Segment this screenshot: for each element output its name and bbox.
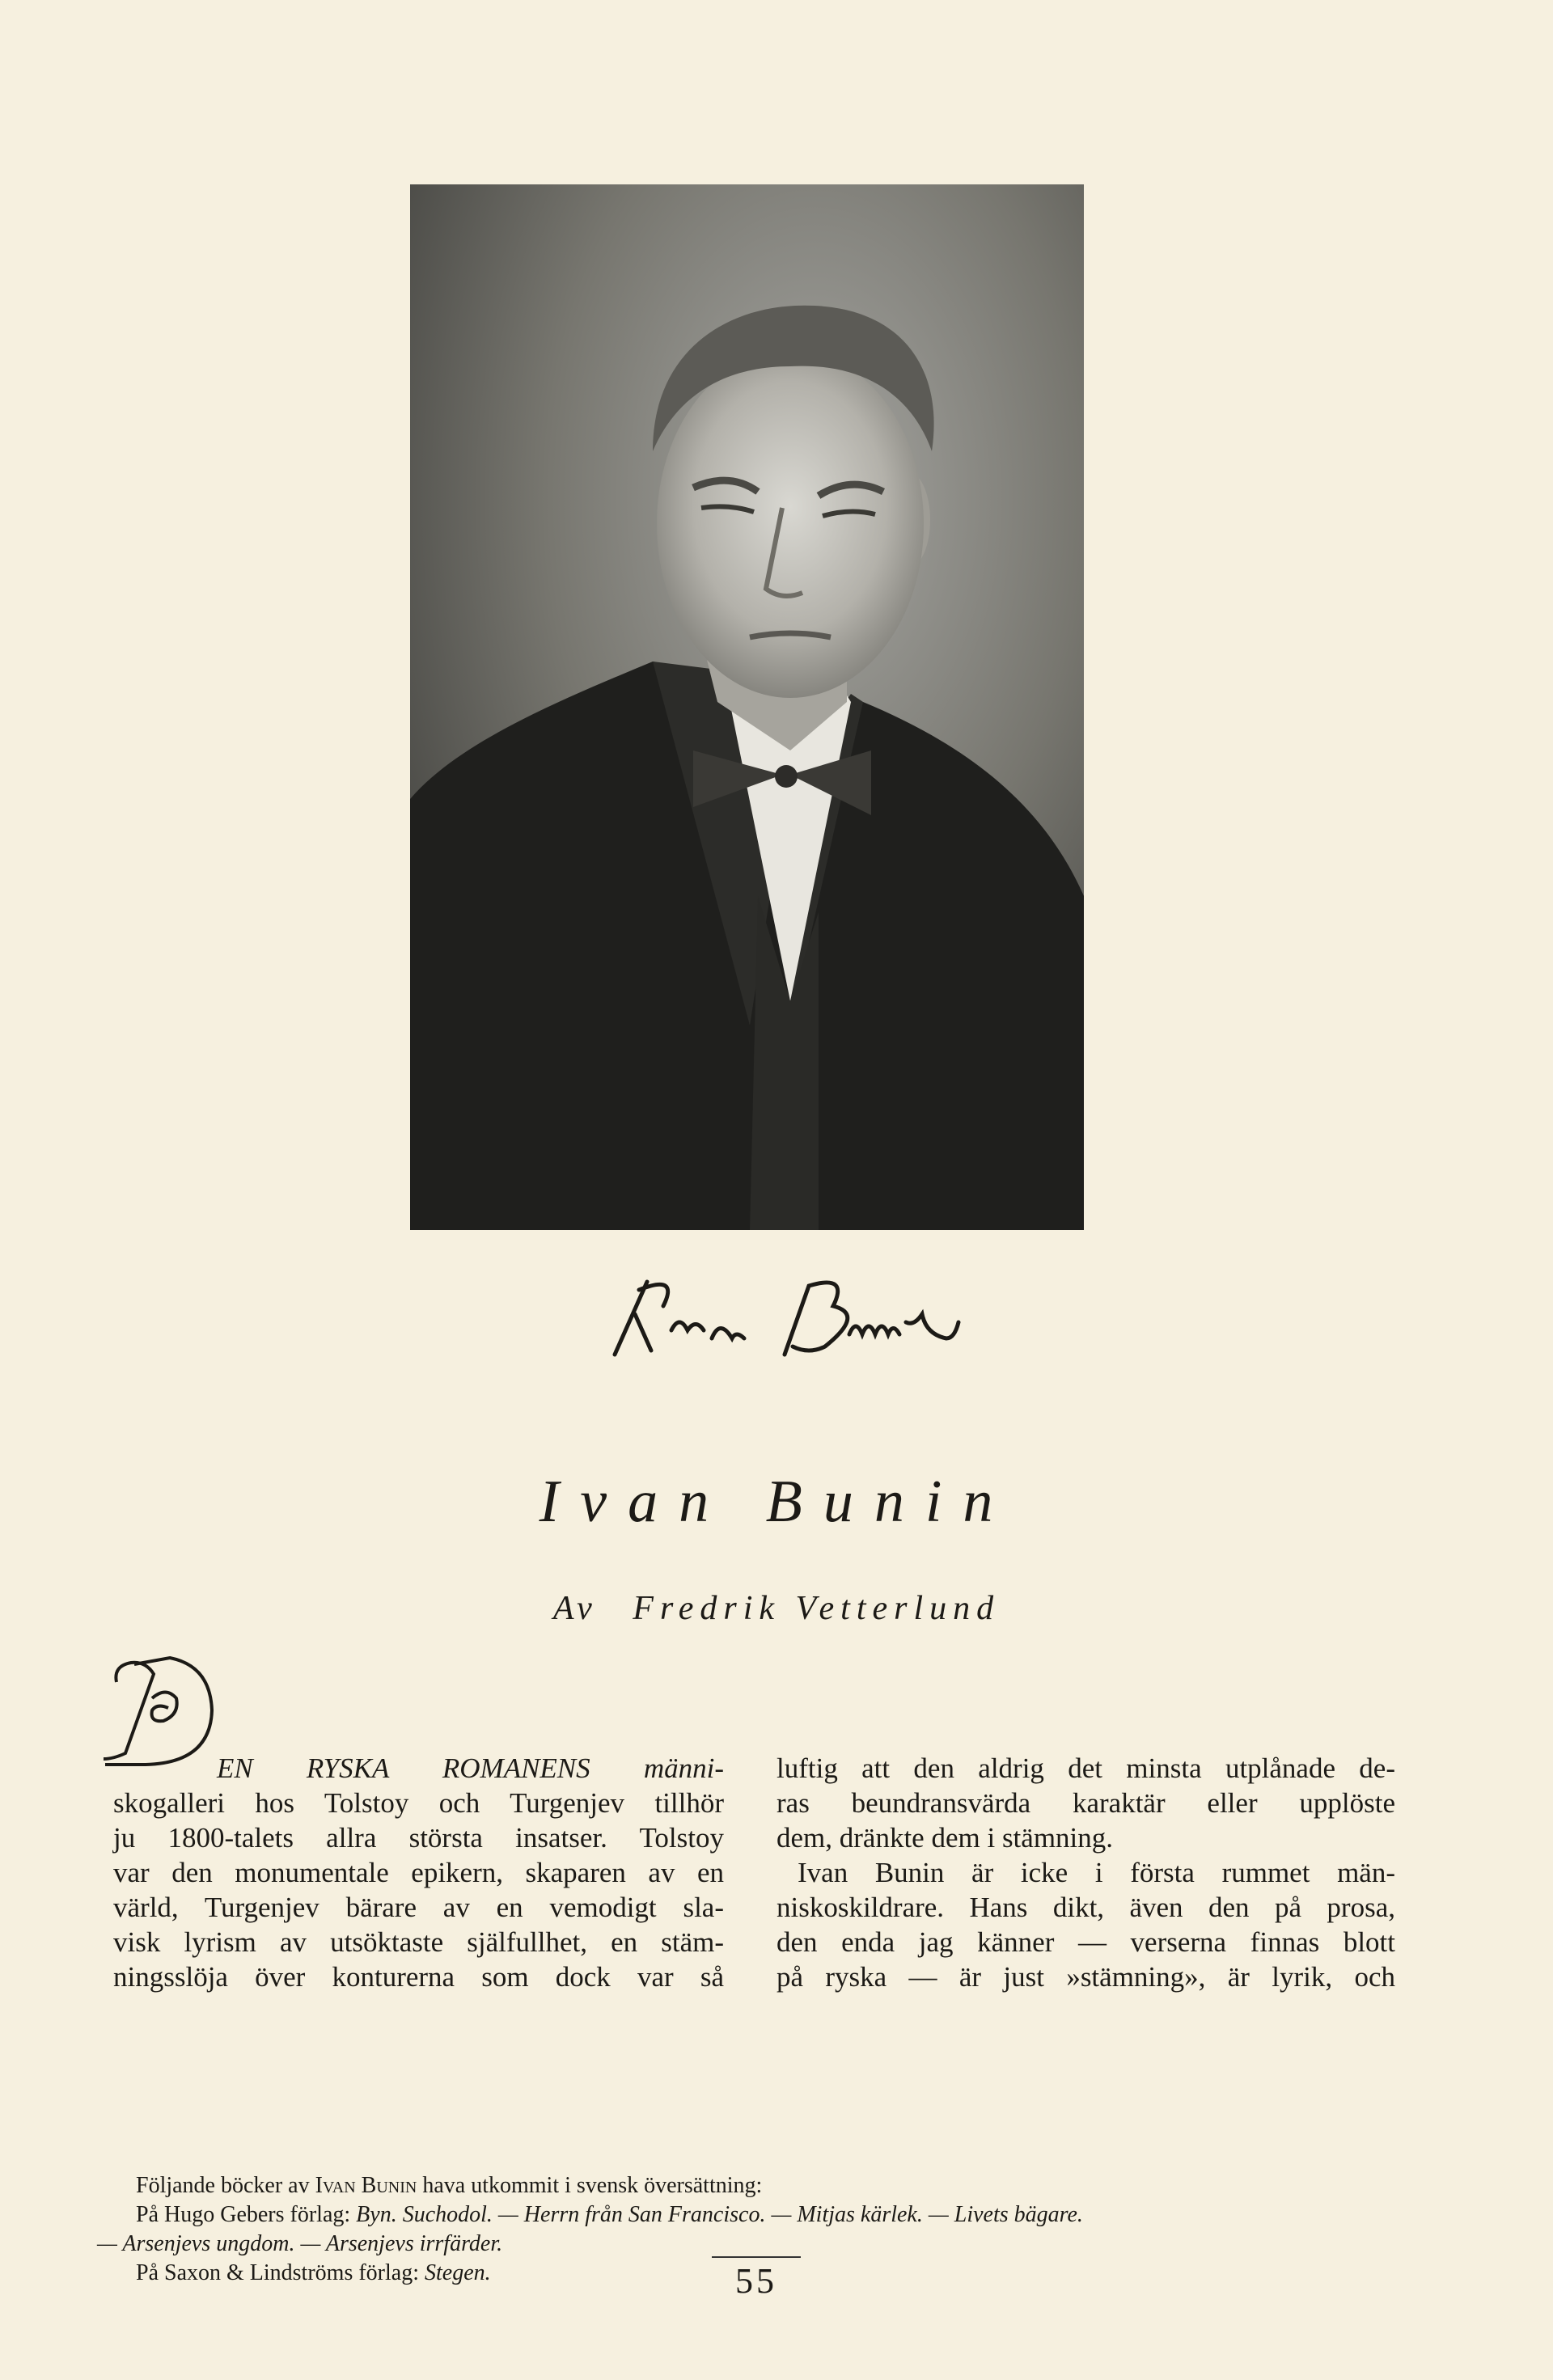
footnote-line <box>97 2171 1391 2200</box>
text-line: visk lyrism av utsöktaste själfullhet, en stäm- <box>113 1926 724 1958</box>
text-line: värld, Turgenjev bärare av en vemodigt sla- <box>113 1892 724 1923</box>
text-line: EN RYSKA ROMANENS männi- <box>217 1752 724 1784</box>
byline-prefix: Av <box>552 1590 597 1627</box>
text-line: niskoskildrare. Hans dikt, även den på prosa, <box>776 1892 1395 1923</box>
text-line: ras beundransvärda karaktär eller upplöste <box>776 1787 1395 1819</box>
paragraph-2 <box>776 1855 1395 1994</box>
text-line: den enda jag känner — verserna finnas blott <box>776 1926 1395 1958</box>
portrait-illustration <box>410 184 1084 1230</box>
text-line: dem, dränkte dem i stämning. <box>776 1822 1114 1854</box>
portrait-photo <box>410 184 1084 1230</box>
footnote-publisher: På Hugo Gebers förlag: <box>136 2202 357 2227</box>
paragraph-1-right <box>776 1751 1395 1855</box>
byline <box>0 1589 1553 1628</box>
page-number: 55 <box>735 2261 777 2301</box>
paragraph-1-left <box>113 1751 724 1994</box>
article-title: Ivan Bunin <box>539 1469 1014 1535</box>
footnote-titles: Stegen. <box>424 2260 491 2285</box>
footnote-text: hava utkommit i svensk översättning: <box>417 2173 763 2198</box>
drop-cap-letter: D <box>162 1747 163 1748</box>
text-line: var den monumentale epikern, skaparen av en <box>113 1857 724 1888</box>
left-column <box>113 1751 724 1994</box>
text-line: ju 1800-talets allra största insatser. Tolstoy <box>113 1822 724 1854</box>
footnote-text: Följande böcker av <box>136 2173 315 2198</box>
text-line: på ryska — är just »stämning», är lyrik, och <box>776 1961 1395 1993</box>
handwritten-signature <box>590 1258 1011 1371</box>
byline-author: Fredrik Vetterlund <box>633 1590 1001 1627</box>
page-number-rule <box>712 2256 801 2258</box>
footnote-publisher: På Saxon & Lindströms förlag: <box>136 2260 425 2285</box>
signature-drawing <box>590 1258 1011 1371</box>
footnote-titles: Byn. Suchodol. — Herrn från San Francisco. — Mitjas kärlek. — Livets bägare. <box>356 2202 1083 2227</box>
text-line: Ivan Bunin är icke i första rummet män- <box>798 1857 1395 1888</box>
text-line: skogalleri hos Tolstoy och Turgenjev tillhör <box>113 1787 724 1819</box>
footnote-titles: — Arsenjevs ungdom. — Arsenjevs irrfärder. <box>97 2231 503 2256</box>
right-column <box>776 1751 1395 1994</box>
text-line: luftig att den aldrig det minsta utplånade de- <box>776 1752 1395 1784</box>
text-line: ningsslöja över konturerna som dock var så <box>113 1961 724 1993</box>
footnote-author-name: Ivan Bunin <box>315 2173 417 2198</box>
footnote-line <box>97 2200 1391 2230</box>
